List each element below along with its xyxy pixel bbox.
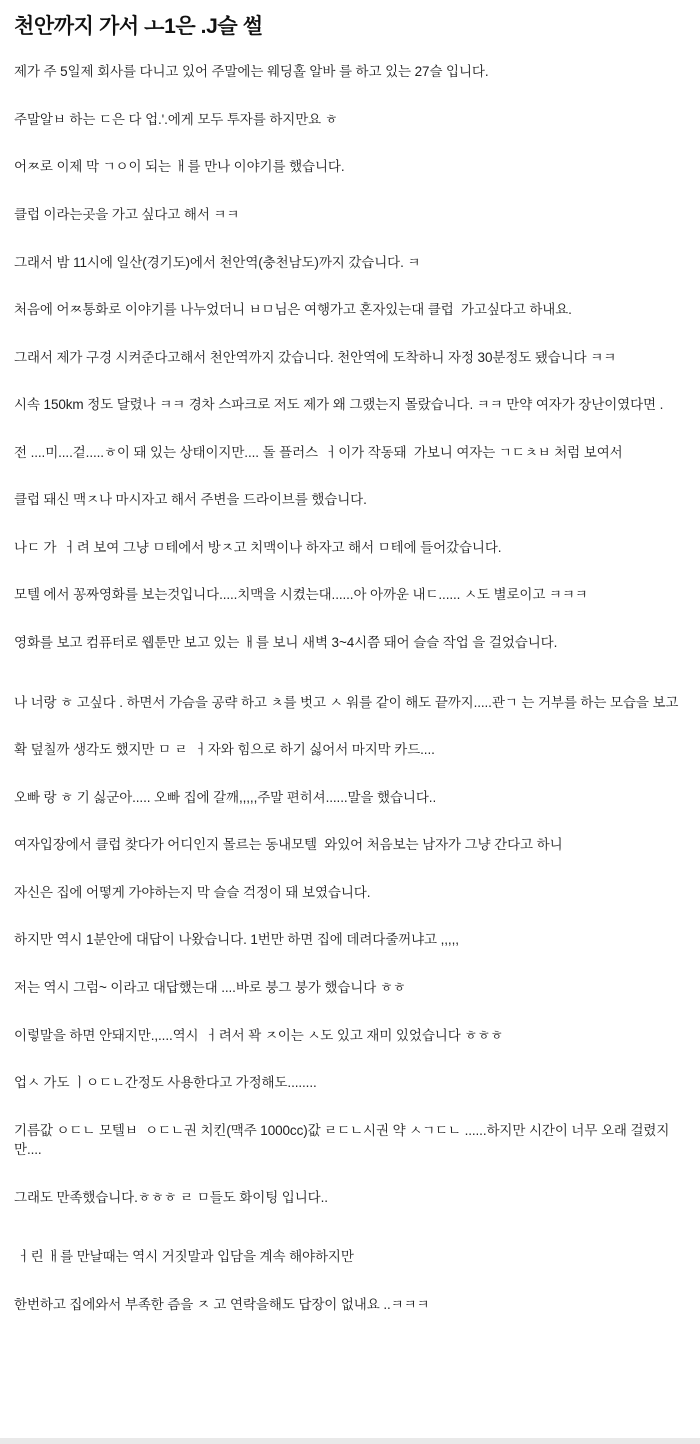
- paragraph: 클럽 돼신 맥ㅈ나 마시자고 해서 주변을 드라이브를 했습니다.: [14, 492, 367, 508]
- paragraph: ㅓ린 ㅐ를 만날때는 역시 거짓말과 입담을 계속 해야하지만: [14, 1249, 354, 1265]
- paragraph: 제가 주 5일제 회사를 다니고 있어 주말에는 웨딩홀 알바 를 하고 있는 27슬 입니다.: [14, 64, 489, 80]
- paragraph: 한번하고 집에와서 부족한 즘을 ㅈ 고 연락을해도 답장이 없내요 ..ㅋㅋㅋ: [14, 1296, 430, 1312]
- paragraph: 그래서 밤 11시에 일산(경기도)에서 천안역(충천남도)까지 갔습니다. ㅋ: [14, 254, 421, 270]
- paragraph: 오빠 랑 ㅎ 기 싫군아..... 오빠 집에 갈깨,,,,,주말 편히셔......말을 했습니다..: [14, 789, 437, 805]
- paragraph: 확 덮칠까 생각도 했지만 ㅁ ㄹ ㅓ자와 힘으로 하기 싫어서 마지막 카드....: [14, 742, 435, 758]
- paragraph: 그래도 만족했습니다.ㅎㅎㅎ ㄹ ㅁ들도 화이팅 입니다..: [14, 1189, 328, 1205]
- paragraph: 주말알ㅂ 하는 ㄷ은 다 업.'.에게 모두 투자를 하지만요 ㅎ: [14, 111, 338, 127]
- paragraph: 모텔 에서 꽁짜영화를 보는것입니다.....치맥을 시켰는대......아 아까운 내ㄷ...... ㅅ도 별로이고 ㅋㅋㅋ: [14, 587, 588, 603]
- paragraph: 시속 150km 정도 달렸나 ㅋㅋ 경차 스파크로 저도 제가 왜 그랬는지 몰랐습니다. ㅋㅋ 만약 여자가 장난이였다면 .: [14, 397, 664, 413]
- paragraph: 처음에 어ㅉ통화로 이야기를 나누었더니 ㅂㅁ님은 여행가고 혼자있는대 클럽 가고싶다고 하내요.: [14, 302, 572, 318]
- paragraph: 나 너랑 ㅎ 고싶다 . 하면서 가슴을 공략 하고 ㅊ를 벗고 ㅅ 워를 같이 해도 끝까지.....관ㄱ 는 거부를 하는 모습을 보고: [14, 694, 679, 710]
- paragraph: 영화를 보고 컴퓨터로 웹툰만 보고 있는 ㅐ를 보니 새벽 3~4시쯤 돼어 슬슬 작업 을 걸었습니다.: [14, 635, 558, 650]
- page-title: 천안까지 가서 ㅗ1은 .J슬 썰: [14, 15, 263, 38]
- paragraph: 그래서 제가 구경 시켜준다고해서 천안역까지 갔습니다. 천안역에 도착하니 자정 30분정도 됐습니다 ㅋㅋ: [14, 349, 617, 365]
- paragraph: 클럽 이라는곳을 가고 싶다고 해서 ㅋㅋ: [14, 206, 240, 222]
- paragraph: 저는 역시 그럼~ 이라고 대답했는대 ....바로 붕그 붕가 했습니다 ㅎㅎ: [14, 979, 406, 995]
- paragraph: 자신은 집에 어떻게 가야하는지 막 슬슬 걱정이 돼 보였습니다.: [14, 884, 371, 900]
- post-body: [10, 62, 690, 1314]
- bottom-divider: [0, 1438, 700, 1444]
- paragraph: 여자입장에서 클럽 찾다가 어디인지 몰르는 동내모텔 와있어 처음보는 남자가 그냥 간다고 하니: [14, 837, 563, 853]
- paragraph: 기름값 ㅇㄷㄴ 모텔ㅂ ㅇㄷㄴ권 치킨(맥주 1000cc)값 ㄹㄷㄴ시권 약 ㅅㄱㄷㄴ ......하지만 시간이 너무 오래 걸렸지만....: [14, 1122, 670, 1158]
- paragraph: 나ㄷ 가 ㅓ려 보여 그냥 ㅁ테에서 방ㅈ고 치맥이나 하자고 해서 ㅁ테에 들어갔습니다.: [14, 539, 502, 555]
- paragraph: 하지만 역시 1분안에 대답이 나왔습니다. 1번만 하면 집에 데려다줄꺼냐고 ,,,,,: [14, 932, 459, 948]
- paragraph: 이렇말을 하면 안돼지만.,....역시 ㅓ려서 꽉 ㅈ이는 ㅅ도 있고 재미 있었습니다 ㅎㅎㅎ: [14, 1027, 504, 1043]
- paragraph: 업ㅅ 가도 ㅣㅇㄷㄴ간정도 사용한다고 가정해도........: [14, 1075, 317, 1091]
- paragraph: 어ㅉ로 이제 막 ㄱㅇ이 되는 ㅐ를 만나 이야기를 했습니다.: [14, 159, 345, 175]
- paragraph: 전 ....미....겉.....ㅎ이 돼 있는 상태이지만.... 돌 플러스 ㅓ이가 작동돼 가보니 여자는 ㄱㄷㅊㅂ 처럼 보여서: [14, 444, 623, 460]
